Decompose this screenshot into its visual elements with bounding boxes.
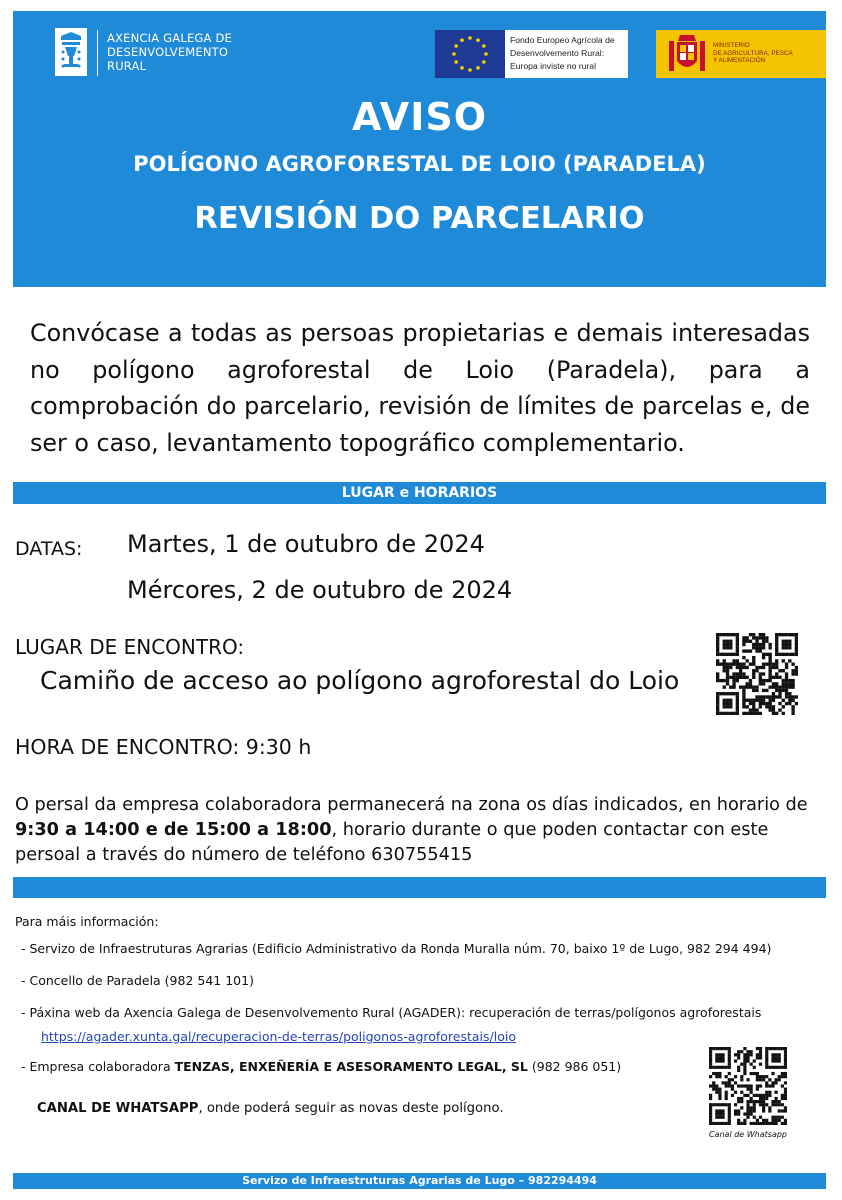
notice-paragraph xyxy=(15,793,815,868)
empresa-prefix: - Empresa colaboradora xyxy=(21,1059,175,1074)
agader-logo-text xyxy=(107,31,232,73)
eu-star xyxy=(468,68,472,72)
eu-star xyxy=(452,52,456,56)
page-subtitle: POLÍGONO AGROFORESTAL DE LOIO (PARADELA) xyxy=(133,152,706,176)
header-banner xyxy=(13,11,826,287)
datas-label: DATAS: xyxy=(15,538,83,560)
eu-star xyxy=(476,66,480,70)
whatsapp-qr-code-icon[interactable] xyxy=(709,1047,787,1125)
info-item-web: - Páxina web da Axencia Galega de Desenvolvemento Rural (AGADER): recuperación de terras/polígonos agroforestais xyxy=(21,1005,762,1020)
qr-code-icon[interactable] xyxy=(716,633,798,715)
agader-line-2: DESENVOLVEMENTO xyxy=(107,45,229,59)
eu-star xyxy=(482,44,486,48)
eu-star xyxy=(460,66,464,70)
ministry-line-3: Y ALIMENTACIÓN xyxy=(713,57,766,65)
empresa-name: TENZAS, ENXEÑERÍA E ASESORAMENTO LEGAL, SL xyxy=(174,1059,528,1074)
notice-part-1: O persal da empresa colaboradora permanecerá na zona os días indicados, en horario de xyxy=(15,795,808,815)
eu-line-3: Europa inviste no rural xyxy=(510,61,596,71)
eu-feader-logo xyxy=(435,30,628,78)
spain-coat-of-arms-icon xyxy=(668,33,706,75)
whatsapp-qr-caption: Canal de Whatsapp xyxy=(708,1130,787,1139)
whatsapp-text xyxy=(37,1101,504,1116)
logo-divider xyxy=(97,30,98,76)
info-item-empresa xyxy=(21,1059,621,1074)
notice-hours: 9:30 a 14:00 e de 15:00 a 18:00 xyxy=(15,820,332,840)
page-title-secondary: REVISIÓN DO PARCELARIO xyxy=(194,201,645,236)
ministry-line-1: MINISTERIO xyxy=(713,42,750,49)
eu-flag-icon xyxy=(435,30,505,78)
hora-label: HORA DE ENCONTRO: 9:30 h xyxy=(15,735,312,759)
date-1: Martes, 1 de outubro de 2024 xyxy=(127,530,485,558)
info-item-servizo: - Servizo de Infraestruturas Agrarias (Edificio Administrativo da Ronda Muralla núm. 70, baixo 1º de Lugo, 982 294 494) xyxy=(21,941,772,956)
agader-web-link[interactable]: https://agader.xunta.gal/recuperacion-de-terras/poligonos-agroforestais/loio xyxy=(41,1029,516,1044)
whatsapp-bold: CANAL DE WHATSAPP xyxy=(37,1101,199,1116)
whatsapp-rest: , onde poderá seguir as novas deste polígono. xyxy=(198,1101,504,1116)
ministry-logo-text xyxy=(713,42,793,65)
eu-star xyxy=(482,60,486,64)
eu-star xyxy=(460,38,464,42)
eu-star xyxy=(454,44,458,48)
divider-bar xyxy=(13,877,826,898)
eu-line-2: Desenvolvemento Rural: xyxy=(510,48,605,58)
section-bar-lugar-horarios: LUGAR e HORARIOS xyxy=(13,482,826,504)
ministry-line-2: DE AGRICULTURA, PESCA xyxy=(713,49,793,57)
lugar-value: Camiño de acceso ao polígono agroforestal do Loio xyxy=(40,666,680,695)
eu-star xyxy=(454,60,458,64)
ministry-logo xyxy=(656,30,826,78)
eu-logo-text xyxy=(510,34,615,73)
eu-star xyxy=(476,38,480,42)
lugar-label: LUGAR DE ENCONTRO: xyxy=(15,635,245,659)
galicia-shield-icon xyxy=(55,28,87,76)
info-item-concello: - Concello de Paradela (982 541 101) xyxy=(21,973,254,988)
info-heading: Para máis información: xyxy=(15,914,159,929)
agader-line-3: RURAL xyxy=(107,59,147,73)
notice-part-2: , horario durante o que poden contactar con este persoal a través do número de teléfono 630755415 xyxy=(15,820,769,865)
page-title: AVISO xyxy=(351,95,488,139)
date-2: Mércores, 2 de outubro de 2024 xyxy=(127,576,513,604)
eu-star xyxy=(468,36,472,40)
empresa-phone: (982 986 051) xyxy=(527,1059,622,1074)
intro-paragraph: Convócase a todas as persoas propietarias e demais interesadas no polígono agroforestal de Loio (Paradela), para a comprobación do parcelario, revisión de límites de parcelas e, de ser o caso, levantamento topográfico complementario. xyxy=(30,319,810,457)
eu-star xyxy=(484,52,488,56)
eu-line-1: Fondo Europeo Agrícola de xyxy=(510,35,615,45)
footer-bar: Servizo de Infraestruturas Agrarias de Lugo – 982294494 xyxy=(13,1173,826,1189)
agader-line-1: AXENCIA GALEGA DE xyxy=(107,31,232,45)
agader-logo xyxy=(55,28,255,88)
